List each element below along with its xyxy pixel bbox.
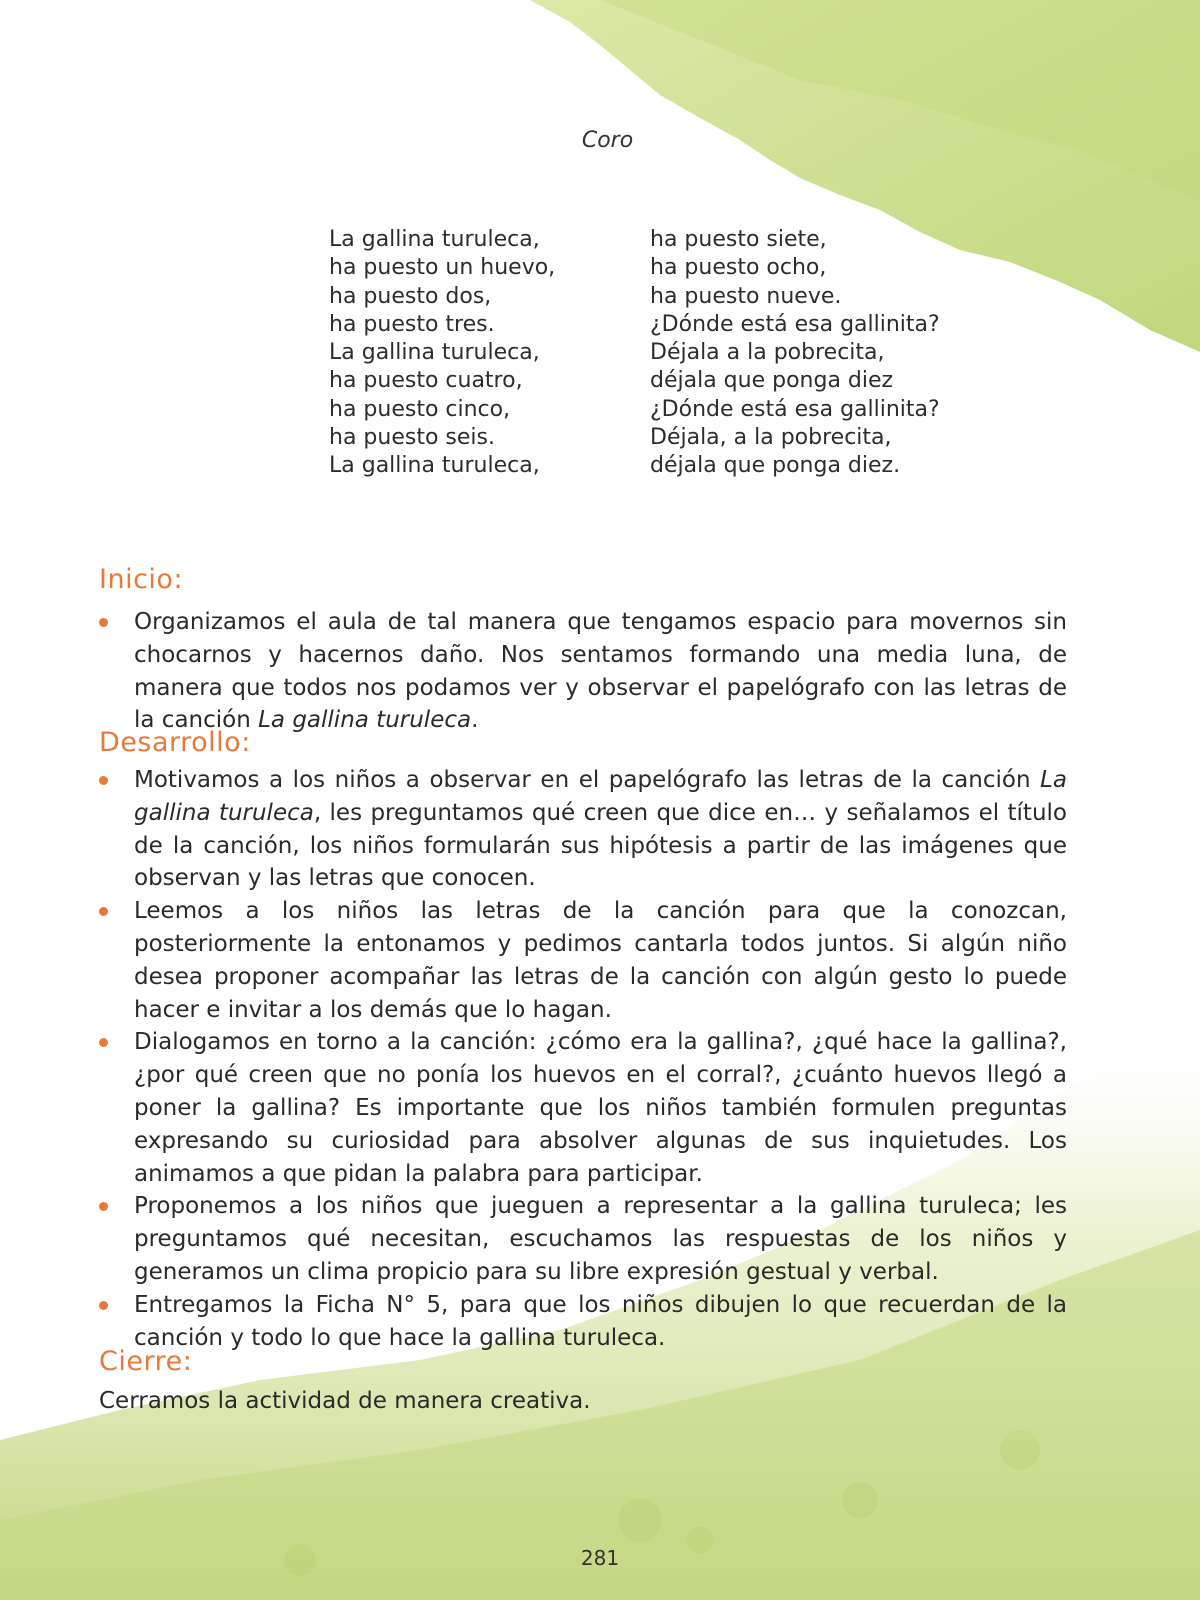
song-line: ha puesto siete,	[650, 227, 827, 252]
song-line: Déjala a la pobrecita,	[650, 340, 885, 366]
bullet-icon	[99, 1301, 108, 1310]
song-line: ¿Dónde está esa gallinita?	[650, 311, 940, 337]
page-number: 281	[580, 1546, 620, 1570]
song-line: ha puesto cinco,	[329, 396, 511, 422]
song-line: ha puesto cuatro,	[329, 368, 523, 394]
bullet-icon	[99, 907, 108, 916]
song-line: déjala que ponga diez	[650, 368, 894, 394]
bullet-icon	[99, 1038, 108, 1047]
song-column-left	[329, 226, 555, 481]
bullet-icon	[99, 1202, 108, 1211]
cierre-heading: Cierre:	[99, 1346, 193, 1377]
song-line: ha puesto nueve.	[650, 283, 842, 309]
list-item: Motivamos a los niños a observar en el papelógrafo las letras de la canción La gallina turuleca, les preguntamos qué creen que dice en… y señalamos el título de la canción, los niños formularán sus hipótesis a partir de las imágenes que observan y las letras que conocen.	[99, 764, 1067, 895]
list-item: Proponemos a los niños que jueguen a representar a la gallina turuleca; les preguntamos qué necesitan, escuchamos las respuestas de los niños y generamos un clima propicio para su libre expresión gestual y verbal.	[99, 1190, 1067, 1288]
song-line: ha puesto un huevo,	[329, 255, 556, 281]
list-item: Leemos a los niños las letras de la canción para que la conozcan, posteriormente la entonamos y pedimos cantarla todos juntos. Si algún niño desea proponer acompañar las letras de la canción con algún gesto lo puede hacer e invitar a los demás que lo hagan.	[99, 895, 1067, 1026]
song-line: La gallina turuleca,	[329, 340, 540, 366]
bullet-icon	[99, 618, 108, 627]
song-line: Déjala, a la pobrecita,	[650, 425, 892, 451]
song-line: La gallina turuleca,	[329, 227, 540, 252]
list-item: Entregamos la Ficha N° 5, para que los niños dibujen lo que recuerdan de la canción y todo lo que hace la gallina turuleca.	[99, 1289, 1067, 1355]
cierre-text: Cerramos la actividad de manera creativa.	[99, 1388, 591, 1414]
inicio-list	[99, 606, 1067, 737]
inicio-heading: Inicio:	[99, 564, 184, 595]
song-line: ha puesto seis.	[329, 425, 495, 451]
song-line: déjala que ponga diez.	[650, 453, 901, 479]
song-heading: Coro	[581, 128, 634, 153]
desarrollo-heading: Desarrollo:	[99, 727, 251, 758]
desarrollo-list	[99, 764, 1067, 1354]
list-item: Organizamos el aula de tal manera que tengamos espacio para movernos sin chocarnos y hacernos daño. Nos sentamos formando una media luna, de manera que todos nos podamos ver y observar el papelógrafo con las letras de la canción La gallina turuleca.	[99, 606, 1067, 737]
song-line: ¿Dónde está esa gallinita?	[650, 396, 940, 422]
watercolor-wash-top	[0, 0, 1200, 360]
list-item: Dialogamos en torno a la canción: ¿cómo era la gallina?, ¿qué hace la gallina?, ¿por qué creen que no ponía los huevos en el corral?, ¿cuánto huevos llegó a poner la gallina? Es importante que los niños también formulen preguntas expresando su curiosidad para absolver algunas de sus inquietudes. Los animamos a que pidan la palabra para participar.	[99, 1026, 1067, 1190]
song-line: ha puesto tres.	[329, 311, 495, 337]
song-line: La gallina turuleca,	[329, 453, 540, 479]
song-column-right	[650, 226, 940, 481]
song-line: ha puesto dos,	[329, 283, 492, 309]
bullet-icon	[99, 776, 108, 785]
song-line: ha puesto ocho,	[650, 255, 827, 281]
